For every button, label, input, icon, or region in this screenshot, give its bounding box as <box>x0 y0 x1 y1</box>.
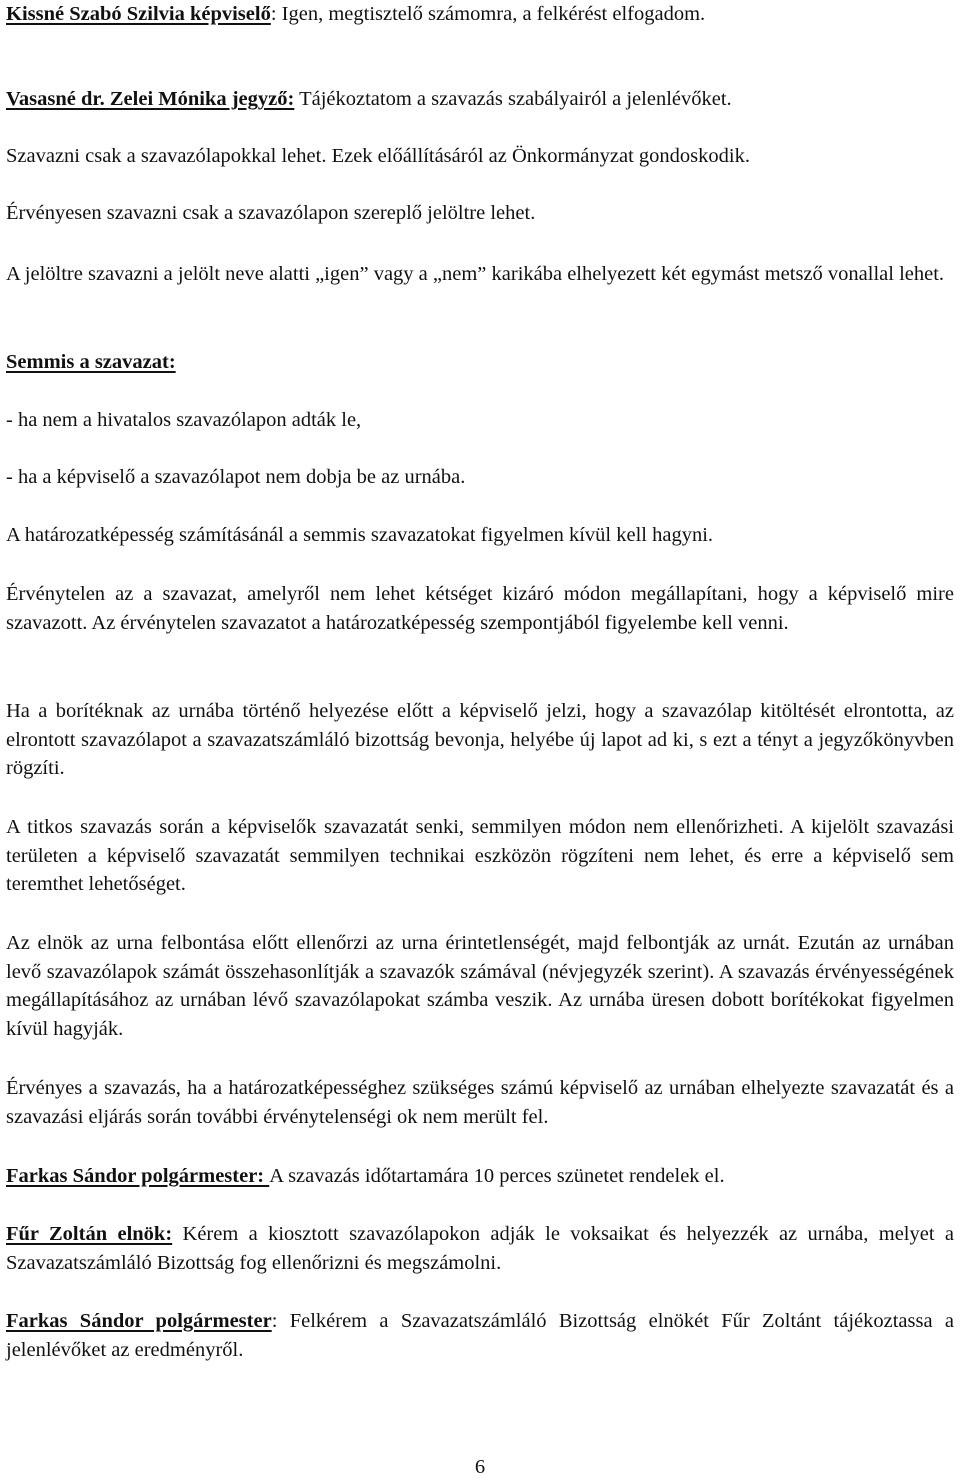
document-page <box>6 0 954 1480</box>
speaker-name: Farkas Sándor polgármester <box>6 1310 272 1332</box>
section-heading <box>6 348 954 377</box>
heading-text: Semmis a szavazat: <box>6 351 176 373</box>
paragraph-text: A titkos szavazás során a képviselők szavazatát senki, semmilyen módon nem ellenőrizheti. A kijelölt szavazási területen a képviselő szavazatát semmilyen technikai eszközön rögzíteni nem lehet, és erre a képviselő sem teremthet lehetőséget. <box>6 816 954 895</box>
speaker-name: Kissné Szabó Szilvia képviselő <box>6 3 271 25</box>
speech-text: Kérem a kiosztott szavazólapokon adják le voksaikat és helyezzék az urnába, melyet a Szavazatszámláló Bizottság fog ellenőrizni és megszámolni. <box>6 1223 955 1274</box>
speaker-name: Farkas Sándor polgármester: <box>6 1165 270 1187</box>
page-number: 6 <box>474 1456 486 1478</box>
speech-text: A szavazás időtartamára 10 perces szünetet rendelek el. <box>269 1165 725 1187</box>
paragraph-text: Az elnök az urna felbontása előtt ellenőrzi az urna érintetlenségét, majd felbontják az urnát. Ezután az urnában levő szavazólapok számát összehasonlítják a szavazók számával (névjegyzék szerint). A szavazás érvényességének megállapításához az urnában lévő szavazólapokat számba veszik. Az urnába üresen dobott borítékokat figyelmen kívül hagyják. <box>6 932 954 1040</box>
paragraph-polgarmester-break <box>6 1162 954 1191</box>
paragraph-elnok-request <box>6 1220 954 1277</box>
paragraph-text: Érvénytelen az a szavazat, amelyről nem lehet kétséget kizáró módon megállapítani, hogy a képviselő mire szavazott. Az érvénytelen szavazatot a határozatképesség szempontjából figyelembe kell venni. <box>6 583 954 634</box>
speaker-name: Vasasné dr. Zelei Mónika jegyző: <box>6 88 295 110</box>
list-item: - ha nem a hivatalos szavazólapon adták le, <box>6 409 362 431</box>
paragraph-jegyzo-intro <box>6 85 954 114</box>
paragraph-text: Érvényesen szavazni csak a szavazólapon szereplő jelöltre lehet. <box>6 202 536 224</box>
speech-text: Tájékoztatom a szavazás szabályairól a jelenlévőket. <box>294 88 732 110</box>
paragraph-text: Szavazni csak a szavazólapokkal lehet. Ezek előállításáról az Önkormányzat gondoskodik. <box>6 145 750 167</box>
paragraph-kissne-acceptance <box>6 0 954 29</box>
speech-text: : Felkérem a Szavazatszámláló Bizottság elnökét Fűr Zoltánt tájékoztassa a jelenlévőket az eredményről. <box>6 1310 954 1361</box>
paragraph-text: Érvényes a szavazás, ha a határozatképességhez szükséges számú képviselő az urnában elhelyezte szavazatát és a szavazási eljárás során további érvénytelenségi ok nem merült fel. <box>6 1077 954 1128</box>
paragraph-text: A jelöltre szavazni a jelölt neve alatti „igen” vagy a „nem” karikába elhelyezett két egymást metsző vonallal lehet. <box>6 263 945 285</box>
paragraph-text: Ha a borítéknak az urnába történő helyezése előtt a képviselő jelzi, hogy a szavazólap kitöltését elrontotta, az elrontott szavazólapot a szavazatszámláló bizottság bevonja, helyébe új lapot ad ki, s ezt a tényt a jegyzőkönyvben rögzíti. <box>6 700 954 779</box>
speech-text: : Igen, megtisztelő számomra, a felkérést elfogadom. <box>270 3 706 25</box>
paragraph-text: A határozatképesség számításánál a semmis szavazatokat figyelmen kívül kell hagyni. <box>6 524 714 546</box>
list-item: - ha a képviselő a szavazólapot nem dobja be az urnába. <box>6 466 466 488</box>
speaker-name: Fűr Zoltán elnök: <box>6 1223 173 1245</box>
paragraph-polgarmester-request <box>6 1307 954 1364</box>
